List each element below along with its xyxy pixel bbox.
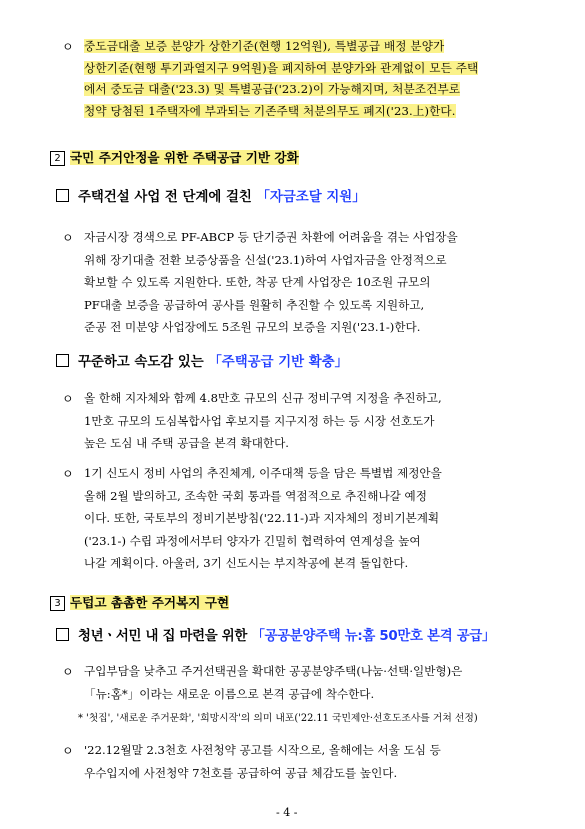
paragraph-line: 「뉴:홈*」이라는 새로운 이름으로 본격 공급에 착수한다. [84, 686, 375, 701]
subheading-funding-support [56, 186, 366, 205]
page-number: - 4 - [276, 806, 298, 819]
paragraph-line: PF대출 보증을 공급하여 공사를 원활히 추진할 수 있도록 지원하고, [84, 297, 425, 312]
section-title: 두텁고 촘촘한 주거복지 구현 [70, 595, 230, 610]
bullet-marker: ㅇ [62, 467, 74, 481]
subheading-public-housing [56, 625, 495, 644]
paragraph-line: 우수입지에 사전청약 7천호를 공급하여 공급 체감도를 높인다. [84, 765, 398, 780]
subheading-text: 주택건설 사업 전 단계에 걸친 [78, 190, 257, 205]
paragraph-line: 위해 장기대출 전환 보증상품을 신설('23.1)하여 사업자금을 안정적으로 [84, 252, 447, 267]
paragraph-pf-guarantee [84, 226, 458, 339]
paragraph-line: ('23.1-) 수립 과정에서부터 양자가 긴밀히 협력하여 연계성을 높여 [84, 533, 421, 548]
paragraph-line: 청약 당첨된 1주택자에 부과되는 기존주택 처분의무도 폐지('23.上)한다. [84, 103, 456, 118]
paragraph-line: 상한기준(현행 투기과열지구 9억원)을 폐지하여 분양가와 관계없이 모든 주택 [84, 60, 479, 75]
paragraph-line: '22.12월말 2.3천호 사전청약 공고를 시작으로, 올해에는 서울 도심 등 [84, 743, 441, 757]
paragraph-line: 높은 도심 내 주택 공급을 본격 확대한다. [84, 436, 289, 450]
paragraph-pre-subscription [84, 739, 441, 784]
bullet-marker: ㅇ [62, 392, 74, 406]
paragraph-line: 이다. 또한, 국토부의 정비기본방침('22.11-)과 지자체의 정비기본계획 [84, 511, 440, 525]
subheading-text: 꾸준하고 속도감 있는 [78, 355, 209, 370]
checkbox-square-icon [56, 189, 69, 202]
paragraph-line: 에서 중도금 대출('23.3) 및 특별공급('23.2)이 가능해지며, 처분조건부로 [84, 82, 461, 96]
bullet-marker: ㅇ [62, 665, 74, 679]
paragraph-line: 나갈 계획이다. 아울러, 3기 신도시는 부지착공에 본격 돌입한다. [84, 556, 409, 570]
bullet-marker: ㅇ [62, 231, 74, 245]
paragraph-line: 자금시장 경색으로 PF-ABCP 등 단기증권 차환에 어려움을 겪는 사업장을 [84, 230, 458, 244]
bullet-marker: ㅇ [62, 40, 74, 54]
paragraph-redevelopment [84, 387, 442, 455]
paragraph-line: 준공 전 미분양 사업장에도 5조원 규모의 보증을 지원('23.1-)한다. [84, 320, 421, 334]
subheading-text: 청년ㆍ서민 내 집 마련을 위한 [78, 629, 252, 644]
paragraph-line: 1만호 규모의 도심복합사업 후보지를 지구지정 하는 등 시장 선호도가 [84, 413, 435, 428]
section-title: 국민 주거안정을 위한 주택공급 기반 강화 [70, 150, 299, 165]
paragraph-line: 중도금대출 보증 분양가 상한기준(현행 12억원), 특별공급 배정 분양가 [84, 39, 445, 53]
subheading-highlight: 「공공분양주택 뉴:홈 50만호 본격 공급」 [251, 629, 496, 644]
section-number: 3 [50, 596, 65, 611]
paragraph-line: 올 한해 지자체와 함께 4.8만호 규모의 신규 정비구역 지정을 추진하고, [84, 391, 442, 405]
paragraph-new-town [84, 462, 442, 575]
checkbox-square-icon [56, 354, 69, 367]
subheading-highlight: 「자금조달 지원」 [256, 190, 366, 205]
paragraph-new-home [84, 660, 462, 705]
bullet-marker: ㅇ [62, 744, 74, 758]
paragraph-line: 1기 신도시 정비 사업의 추진체계, 이주대책 등을 담은 특별법 제정안을 [84, 466, 442, 480]
paragraph-loan-guarantee [84, 36, 478, 122]
checkbox-square-icon [56, 628, 69, 641]
paragraph-line: 올해 2월 발의하고, 조속한 국회 통과를 역점적으로 추진해나갈 예정 [84, 488, 427, 503]
section-number: 2 [50, 151, 65, 166]
paragraph-line: 구입부담을 낮추고 주거선택권을 확대한 공공분양주택(나눔·선택·일반형)은 [84, 664, 463, 678]
section-heading-3 [50, 592, 229, 611]
subheading-highlight: 「주택공급 기반 확충」 [208, 355, 348, 370]
section-heading-2 [50, 147, 299, 166]
subheading-housing-supply [56, 351, 348, 370]
footnote: * '첫집', '새로운 주거문화', '희망시작'의 의미 내포('22.11 국민제안·선호도조사를 거쳐 선정) [78, 713, 478, 724]
paragraph-line: 확보할 수 있도록 지원한다. 또한, 착공 단계 사업장은 10조원 규모의 [84, 275, 431, 289]
